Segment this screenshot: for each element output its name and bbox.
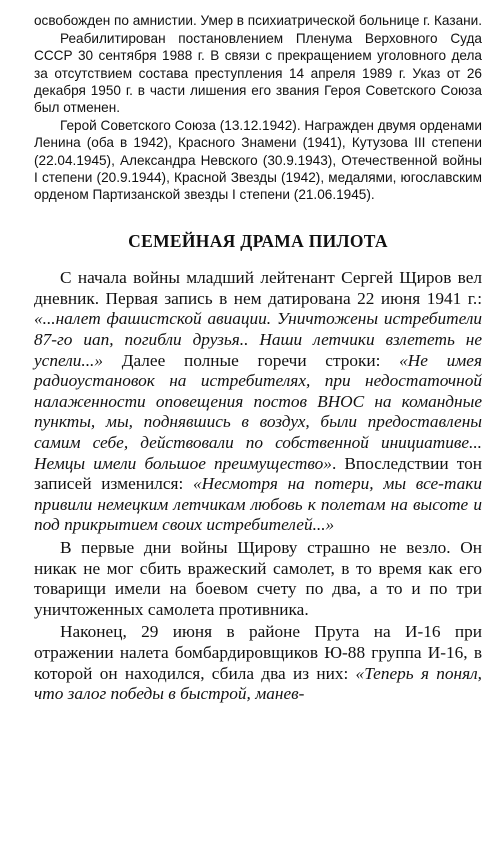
body-text-run: Далее полные горечи строки:	[103, 350, 400, 370]
diary-quote: «...налет фашистской авиации. Уничтожены истребители 87-го иап, погибли друзья.. Наши летчики взлететь не успели...»	[34, 309, 482, 370]
body-text-run: Наконец, 29 июня в районе Прута на И-16 при отражении налета бомбардировщиков Ю-88 группа И-16, в которой он находился, сбила два из них:	[34, 622, 482, 683]
diary-quote: «Несмотря на потери, мы все-таки привили немецким летчикам любовь к полетам на высоте и под прикрытием своих истребителей...»	[34, 474, 482, 535]
body-paragraph	[34, 268, 482, 536]
note-paragraph: Герой Советского Союза (13.12.1942). Награжден двумя орденами Ленина (оба в 1942), Красного Знамени (1941), Кутузова III степени (22.04.1945), Александра Невского (30.9.1943), Отечественной войны I степени (20.9.1944), Красной Звезды (1942), медалями, югославским орденом Партизанской звезды I степени (21.06.1945).	[34, 118, 482, 203]
body-text-run: С начала войны младший лейтенант Сергей Щиров вел дневник. Первая запись в нем датирована 22 июня 1941 г.:	[34, 268, 482, 308]
biography-notes	[34, 12, 482, 203]
body-text-run: . Впоследствии тон записей изменился:	[34, 453, 482, 494]
diary-quote: «Теперь я понял, что залог победы в быстрой, манев-	[34, 663, 482, 704]
note-paragraph: Реабилитирован постановлением Пленума Верховного Суда СССР 30 сентября 1988 г. В связи с прекращением уголовного дела за отсутствием состава преступления 14 апреля 1989 г. Указ от 26 декабря 1950 г. в части лишения его звания Героя Советского Союза был отменен.	[34, 31, 482, 116]
note-paragraph: освобожден по амнистии. Умер в психиатрической больнице г. Казани.	[34, 13, 483, 28]
main-text	[34, 268, 482, 704]
body-paragraph: В первые дни войны Щирову страшно не везло. Он никак не мог сбить вражеский самолет, в то время как его товарищи имели на боевом счету по два, а то и по три уничтоженных самолета противника.	[34, 537, 482, 619]
body-paragraph	[34, 622, 482, 704]
section-title: СЕМЕЙНАЯ ДРАМА ПИЛОТА	[128, 231, 388, 252]
diary-quote: «Не имея радиоустановок на истребителях, при недостаточной налаженности оповещения постов ВНОС на командные пункты, мы, поднявшись в воздух, были предоставлены самим себе, действовали по собственной инициативе... Немцы имели большое преимущество»	[34, 350, 482, 473]
